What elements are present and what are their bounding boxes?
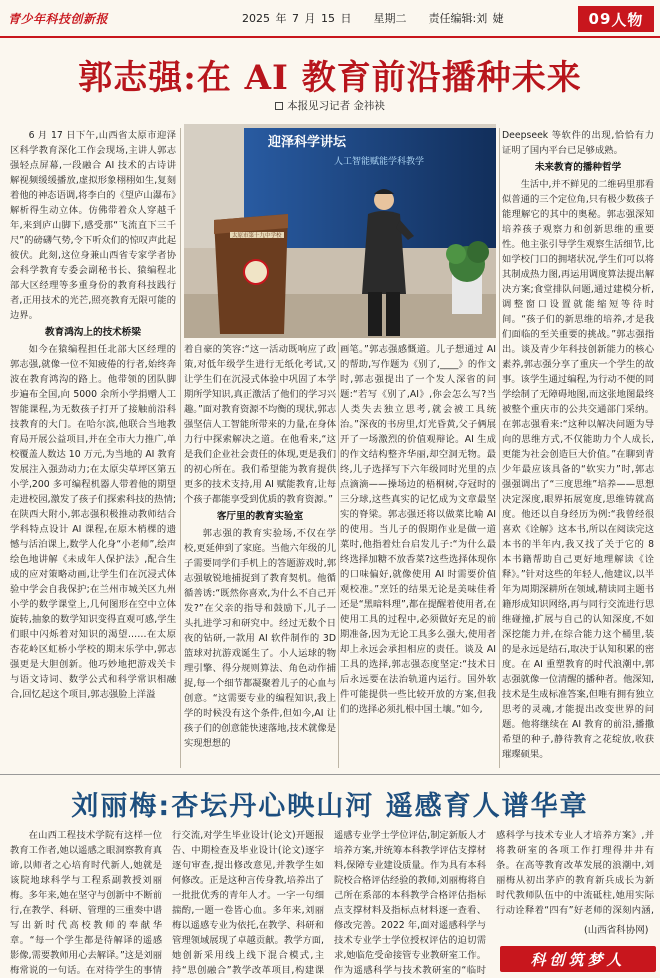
article1-column-2 — [184, 342, 336, 768]
article1-column-1 — [10, 128, 176, 768]
paragraph: 郭志强的教育实验场,不仅在学校,更延伸到了家庭。当他六年级的儿子需要同学们手机上的答题游戏时,郭志强敏锐地捕捉到了教育契机。他循循善诱:“既然你喜欢,为什么不自己开发?”在父亲的指导和鼓励下,儿子一头扎进学习和研究中。经过无数个日夜的钻研,一款用 AI 软件制作的 3D 篮球对抗游戏诞生了。小人运球的物理引擎、得分规则算法、角色动作捕捉,每一个细节都凝聚着儿子的心血与创意。“这需要专业的编程知识,我上学的时候没有这个条件,但如今,AI 让孩子们的创意能快速落地,技术就像是实现想想的 — [184, 528, 336, 749]
column-divider — [499, 128, 500, 768]
article1-column-3 — [340, 342, 496, 768]
section-name: 人物 — [611, 10, 644, 29]
paragraph: 行交流,对学生毕业设计(论文)开题报告、中期检查及毕业设计(论文)逐字逐句审查,提出修改意见,并教学生如何修改。正是这种言传身教,培养出了一批批优秀的青年人才。一字一句细揣酌,一题一卷皆心血。多年来,刘丽梅以遥感专业为依托,在教学、科研和管理领域展现了卓越贡献。教学方面,她创新采用线上线下混合模式,主持“思创融合”教学改革项目,构建课 — [172, 830, 324, 974]
article2-headline: 刘丽梅:杏坛丹心映山河 遥感育人谱华章 — [71, 791, 589, 822]
article1-headline: 郭志强:在 AI 教育前沿播种未来 — [78, 58, 582, 98]
column-brand-label: 科创筑梦人 — [500, 946, 656, 972]
lecture-photo-illustration — [184, 124, 496, 338]
subheading-seed-philosophy: 未来教育的播种哲学 — [534, 162, 622, 173]
editor-credit: 责任编辑:刘 婕 — [428, 12, 504, 25]
issue-weekday: 星期二 — [373, 12, 407, 25]
lecture-photo — [184, 124, 496, 338]
column-divider — [180, 128, 181, 768]
paragraph: Deepseek 等软件的出现,恰恰有力证明了国内平台已足够成熟。 — [502, 130, 654, 156]
masthead — [0, 0, 660, 38]
paragraph: 在山西工程技术学院有这样一位教育工作者,她以遥感之眼洞察教育真谛,以师者之心培育时代新人,她就是该院地球科学与工程系副教授刘丽梅。多年来,她在坚守与创新中不断前行,在教学、科研、管理的三重奏中谱写出新时代高校教师的奉献华章。“每一个学生都是待解译的遥感影像,需要教师用心去解译。”这是刘丽梅常说的一句话。在对待学生的事情 — [10, 830, 162, 974]
paragraph: 感科学与技术专业人才培养方案》,并将教研室的各项工作打理得井井有条。在高等教育改革发展的浪潮中,刘丽梅从初出茅庐的教育新兵成长为新时代教师队伍中的中流砥柱,她用实际行动诠释着“四有”好老师的深刻内涵, — [496, 830, 654, 916]
banner-subtitle: 人工智能赋能学科教学 — [334, 157, 425, 167]
article-divider — [0, 774, 660, 775]
masthead-rule — [0, 36, 660, 38]
subheading-family-lab: 客厅里的教育实验室 — [216, 511, 304, 522]
article2-source-credit: (山西省科协网) — [584, 925, 649, 936]
article2-column-2 — [172, 828, 324, 974]
article1-byline — [0, 98, 660, 113]
subheading-tech-bridge: 教育鸿沟上的技术桥梁 — [45, 327, 141, 338]
article2-column-1 — [10, 828, 162, 974]
byline-text: 本报见习记者 金祎袂 — [287, 100, 385, 112]
lectern-label: 太原市第十九中学校 — [232, 233, 282, 239]
paragraph: 6 月 17 日下午,山西省太原市迎泽区科学教育深化工作会现场,主讲人郭志强轻点屏幕,一段融合 AI 技术的古诗讲解视频缓缓播放,虚拟形象栩栩如生,复刻着他的神态语调,将李白的《望庐山瀑布》解析得生动立体。仿佛带着众人穿越千年,来到庐山脚下,感受那“飞流直下三千尺”的磅礴气势,令下听众们的惊叹声此起彼伏。此刻,这位身兼山西省专家学者协会科学教育专委会副秘书长、猿编程北部大区经理等多重身份的教育科技践行者,正用技术的光芒,照亮教育无限可能的边界。 — [10, 130, 176, 321]
article2-column-4 — [496, 828, 654, 920]
paragraph: 生活中,并不鲜见的二维码里那看似普通的三个定位角,只有极少数孩子能理解它的其中的奥秘。郭志强深知培养孩子观察力和创新思维的重要性。他主张引导学生观察生活细节,比如学校门口的拥堵状况,学生们可以将其制成热力图,再运用调度算法提出解决方案;食堂排队问题,通过建模分析,调整窗口设置就能缩短等待时间。“孩子们的新思维的培养,才是我们面临的至关重要的挑战。”郭志强指出。谈及青少年科技创新能力的核心素养,郭志强分享了重庆一个学生的故事。该学生通过编程,为行动不便的同学绘制了无障碍地图,而这张地图最终被整个重庆市的公共交通部门采纳。在郭志强看来:“这种以解决问题为导向的思维方式,不仅能助力个人成长,更能为社会创造巨大价值。”在聊到青少年最应该具备的“软实力”时,郭志强强调出了“三度思维”培养——思想决定深度,眼界拓展宽度,思维铸就高度。他还以自身经历为例:“我曾经很喜欢《诠解》这本书,所以在阅读完这本书的半年内,我又找了关于它的 8 本书籍帮助自己更好地理解读《诠释》。”针对这些的年轻人,他建议,以半年为周期深耕所在领域,精读同主题书籍形成知识网络,再与同行交流进行思维碰撞,扩展与自己的认知深度,不如深挖能力并,在综合能力这个桶里,装的是永远是结石,取决于认知积累的密度。在 AI 重塑教育的时代浪潮中,郭志强就像一位清醒的播种者。他深知,技术是生成标准答案,但唯有拥有独立思考的灵魂,才能提出改变世界的问题。他将继续在 AI 教育的前沿,播撒希望的种子,静待教育之花绽放,收获璀璨硕果。 — [502, 179, 654, 760]
column-divider — [338, 342, 339, 768]
paragraph: 遥感专业学士学位评估,制定新版人才培养方案,并统筹本科教学评估支撑材料,保障专业建设质量。作为具有本科院校合格评估经验的教师,刘丽梅将自己所在系部的本科教学合格评估指标点支撑材料及指标点材料逐一查看、修改完善。2022 年,面对遥感科学与技术专业学士学位授权评估的迫切需求,她临危受命接管专业教研室工作。作为遥感科学与技术教研室的“临时 — [334, 830, 486, 974]
article2-column-3 — [334, 828, 486, 974]
square-icon — [275, 102, 283, 110]
paragraph: 着自豪的笑容:“这一活动既响应了政策,对低年级学生进行无纸化考试,又让学生们在沉浸式体验中巩固了本学期所学知识,真正激活了他们的学习兴趣。”面对教育资源不均衡的现状,郭志强坚信人工智能所带来的力量,在身体力行中探索解决之道。在他看来,“这是我们企业社会责任的体现,更是我们的初心所在。我们希望能为教育提供更多的技术支持,用 AI 赋能教育,让每个孩子都能享受到优质的教育资源。” — [184, 344, 336, 505]
issue-date: 2025 年 7 月 15 日 — [242, 12, 352, 25]
section-number: 09 — [588, 10, 612, 28]
banner-title: 迎泽科学讲坛 — [268, 135, 347, 150]
article1-column-4 — [502, 128, 654, 768]
paragraph: 画笔。”郭志强感慨道。儿子想通过 AI 的帮助,写作题为《别了,____》的作文时,郭志强提出了一个发人深省的问题:“若写《别了,AI》,你会怎么写?当人类失去独立思考,就会被工具统治。”深夜的书房里,灯光昏黄,父子俩展开了一场激烈的价值观辩论。AI 生成的作文结构整齐华丽,却空洞无物。最终,儿子选择写下六年级同时光里的点点滴滴——操场边的梧桐树,夺冠时的三分球,这些真实的记忆成为文章最坚实的脊梁。郭志强还将以做菜比喻 AI 的使用。当儿子的假期作业是做一道菜时,他指着灶台启发儿子:“为什么最终选择加糖不放香菜?这些选择体现你的口味偏好,就像使用 AI 时需要价值观校准。”烹饪的结果无论是美味佳肴还是“黑暗料理”,都在提醒着使用者,在使用工具的过程中,必须做好充足的前期准备,因为无论工具多么强大,使用者却上永远会承担相应的责任。谈及 AI 工具的选择,郭志强态度坚定:“技术日后永远要在法治轨道内运行。国外软件可能提供一些比较开放的方案,但我们的选择必须扎根中国土壤。”如今, — [340, 344, 496, 715]
newspaper-logo: 青少年科技创新报 — [8, 12, 109, 26]
section-tag — [578, 6, 654, 32]
paragraph: 如今在猿编程担任北部大区经理的郭志强,就像一位不知疲倦的行者,始终奔波在教育鸿沟的路上。他带领的团队脚步遍布全国,向 5000 余所小学捐赠人工智能课程,为无数孩子打开了接触前沿科技教育的大门。在哈尔滨,他联合当地教育局开展公益项目,并在全市大力推广,单校覆盖人数达 10 万元,为当地的 AI 教育发展注入强劲动力;在太原尖草坪区第五小学,200 多可编程机器人带着他的期望走进校园,激发了孩子们探索科技的热情;在陕西大附小,郭志强积极推动教师结合学科特点设计 AI 课程,在原木梢棵的遗憾与活泊课上,数学人化身“小老师”,绘声绘色地讲解《未成年人保护法》,配合生成的应对策略动画,让学生们在沉浸式体验中学会自我保护;在兰州市城关区九州小学的数学课堂上,几何图形在空中立体旋转,抽象的数学知识变得直观可感,学生们眼中闪烁着对知识的渴望……在太原杏花岭区虹桥小学校的期末乐学中,郭志强更是大胆创新。他巧妙地把游戏关卡与语文诗词、数学公式和科学常识相融合,回忆起这个项目,郭志强脸上洋溢 — [10, 344, 176, 700]
issue-meta — [242, 10, 504, 26]
